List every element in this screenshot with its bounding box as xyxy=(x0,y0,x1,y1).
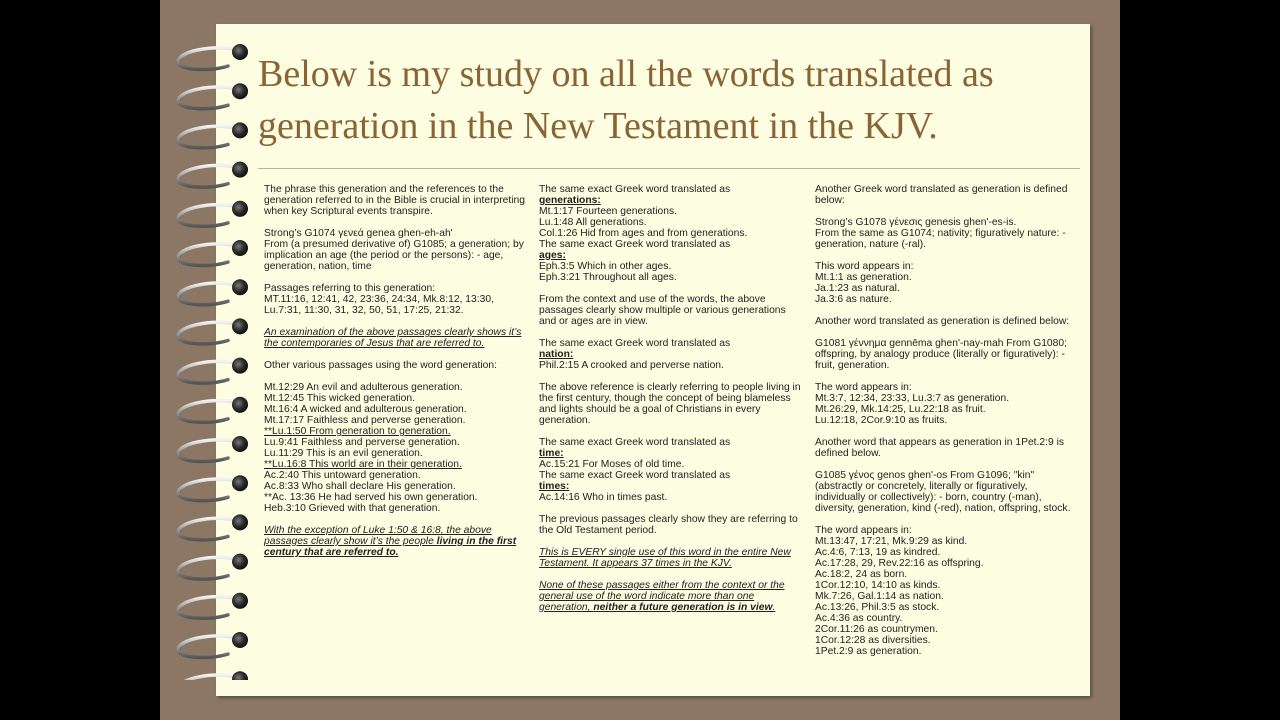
spiral-ring-icon xyxy=(178,554,248,579)
strongs-g1074: Strong’s G1074 γενεά genea ghen-eh-ah' From (a presumed derivative of) G1085; a generation; by implication an age (the period or the persons): - age, generation, nation, time xyxy=(264,228,524,272)
column-right xyxy=(815,184,1077,668)
spiral-ring-icon xyxy=(178,593,248,618)
strongs-g1085: G1085 γένος genos ghen'-os From G1096; "kin" (abstractly or concretely, literally or figuratively, individually or collectively): - born, country (-man), diversity, generation, kind (-red), nation, offspring, stock. xyxy=(815,470,1071,514)
list-item: Ac.2:40 This untoward generation. xyxy=(264,470,421,481)
examination-note: An examination of the above passages clearly shows it’s the contemporaries of Jesus that are referred to. xyxy=(264,327,522,349)
gennema-intro: Another word translated as generation is defined below: xyxy=(815,316,1070,327)
strongs-g1081: G1081 γέννημα gennēma ghen'-nay-mah From G1080; offspring, by analogy produce (literally or figuratively): - fruit, generation. xyxy=(815,338,1067,371)
spiral-ring-icon xyxy=(178,632,248,657)
ages-intro: The same exact Greek word translated as xyxy=(539,239,731,250)
list-item: Lu.9:41 Faithless and perverse generation. xyxy=(264,437,460,448)
generations-intro: The same exact Greek word translated as xyxy=(539,184,731,195)
list-item: **Lu.1:50 From generation to generation. xyxy=(264,426,451,437)
spiral-ring-icon xyxy=(178,201,248,226)
title-divider xyxy=(258,168,1080,169)
exception-note-emphasis: living in the first century that are referred to. xyxy=(264,536,517,558)
ages-heading: ages: xyxy=(539,250,566,261)
list-item: Ac.8:33 Who shall declare His generation. xyxy=(264,481,456,492)
spiral-binding xyxy=(170,40,260,680)
none-passages-note xyxy=(539,580,801,613)
list-item: **Ac. 13:36 He had served his own generation. xyxy=(264,492,478,503)
strongs-g1078: Strong’s G1078 γένεσις genesis ghen'-es-is. From the same as G1074; nativity; figuratively nature: - generation, nature (-ral). xyxy=(815,217,1066,250)
above-reference-paragraph: The above reference is clearly referring to people living in the first century, though the concept of being blameless and lights should be a goal of Christians in every generation. xyxy=(539,382,801,426)
spiral-ring-icon xyxy=(178,279,248,304)
list-item: Heb.3:10 Grieved with that generation. xyxy=(264,503,441,514)
every-use-note: This is EVERY single use of this word in the entire New Testament. It appears 37 times in the KJV. xyxy=(539,547,791,569)
exception-note xyxy=(264,525,526,558)
page-title: Below is my study on all the words translated as generation in the New Testament in the KJV. xyxy=(258,53,994,147)
spiral-ring-icon xyxy=(178,436,248,461)
none-passages-text: None of these passages either from the context or the general use of the word indicate more than one generation, xyxy=(539,580,785,613)
list-item: Mt.17:17 Faithless and perverse generation. xyxy=(264,415,466,426)
list-item: Mt.12:45 This wicked generation. xyxy=(264,393,415,404)
column-left xyxy=(264,184,526,569)
time-intro: The same exact Greek word translated as xyxy=(539,437,731,448)
nation-intro: The same exact Greek word translated as xyxy=(539,338,731,349)
spiral-ring-icon xyxy=(178,475,248,500)
none-passages-emphasis: neither a future generation is in view xyxy=(593,602,773,613)
times-verses: Ac.14:16 Who in times past. xyxy=(539,492,668,503)
time-heading: time: xyxy=(539,448,564,459)
nation-verses: Phil.2:15 A crooked and perverse nation. xyxy=(539,360,724,371)
nation-heading: nation: xyxy=(539,349,574,360)
generations-heading: generations: xyxy=(539,195,601,206)
spiral-rings-icon xyxy=(170,40,260,680)
passages-this-generation: Passages referring to this generation: MT.11:16, 12:41, 42, 23:36, 24:34, Mk.8:12, 13:30, Lu.7:31, 11:30, 31, 32, 50, 51, 17:25, 21:32. xyxy=(264,283,494,316)
times-intro: The same exact Greek word translated as xyxy=(539,470,731,481)
list-item: Mt.16:4 A wicked and adulterous generation. xyxy=(264,404,467,415)
list-item: **Lu.16:8 This world are in their generation. xyxy=(264,459,462,470)
list-item: Lu.11:29 This is an evil generation. xyxy=(264,448,423,459)
genesis-appears-in: This word appears in: Mt.1:1 as generation. Ja.1:23 as natural. Ja.3:6 as nature. xyxy=(815,261,914,305)
none-passages-end: . xyxy=(772,602,776,613)
spiral-ring-icon xyxy=(178,83,248,108)
exception-note-text: With the exception of Luke 1:50 & 16:8, the above passages clearly show it’s the people xyxy=(264,525,492,547)
spiral-ring-icon xyxy=(178,397,248,422)
other-passages-heading: Other various passages using the word generation: xyxy=(264,360,497,371)
spiral-ring-icon xyxy=(178,318,248,343)
ages-verses: Eph.3:5 Which in other ages. Eph.3:21 Throughout all ages. xyxy=(539,261,677,283)
spiral-ring-icon xyxy=(178,671,248,680)
column-middle xyxy=(539,184,801,624)
genesis-intro: Another Greek word translated as generation is defined below: xyxy=(815,184,1068,206)
genos-intro: Another word that appears as generation in 1Pet.2:9 is defined below. xyxy=(815,437,1065,459)
spiral-ring-icon xyxy=(178,44,248,69)
spiral-ring-icon xyxy=(178,162,248,187)
previous-passages-paragraph: The previous passages clearly show they are referring to the Old Testament period. xyxy=(539,514,798,536)
spiral-ring-icon xyxy=(178,122,248,147)
verse-list xyxy=(264,382,526,514)
generations-verses: Mt.1:17 Fourteen generations. Lu.1:48 All generations. Col.1:26 Hid from ages and from generations. xyxy=(539,206,748,239)
times-heading: times: xyxy=(539,481,570,492)
spiral-ring-icon xyxy=(178,358,248,383)
gennema-appears-in: The word appears in: Mt.3:7, 12:34, 23:33, Lu.3:7 as generation. Mt.26:29, Mk.14:25, Lu.22:18 as fruit. Lu.12:18, 2Cor.9:10 as fruits. xyxy=(815,382,1010,426)
spiral-ring-icon xyxy=(178,240,248,265)
intro-paragraph: The phrase this generation and the references to the generation referred to in the Bible is crucial in interpreting when key Scriptural events transpire. xyxy=(264,184,525,217)
list-item: Mt.12:29 An evil and adulterous generation. xyxy=(264,382,463,393)
context-paragraph: From the context and use of the words, the above passages clearly show multiple or various generations and or ages are in view. xyxy=(539,294,786,327)
spiral-ring-icon xyxy=(178,514,248,539)
genos-appears-in: The word appears in: Mt.13:47, 17:21, Mk.9:29 as kind. Ac.4:6, 7:13, 19 as kindred. Ac.17:28, 29, Rev.22:16 as offspring. Ac.18:2, 24 as born. 1Cor.12:10, 14:10 as kinds. Mk.7:26, Gal.1:14 as nation. Ac.13:26, Phil.3:5 as stock. Ac.4:36 as country. 2Cor.11:26 as countrymen. 1Cor.12:28 as diversities. 1Pet.2:9 as generation. xyxy=(815,525,984,657)
time-verses: Ac.15:21 For Moses of old time. xyxy=(539,459,685,470)
